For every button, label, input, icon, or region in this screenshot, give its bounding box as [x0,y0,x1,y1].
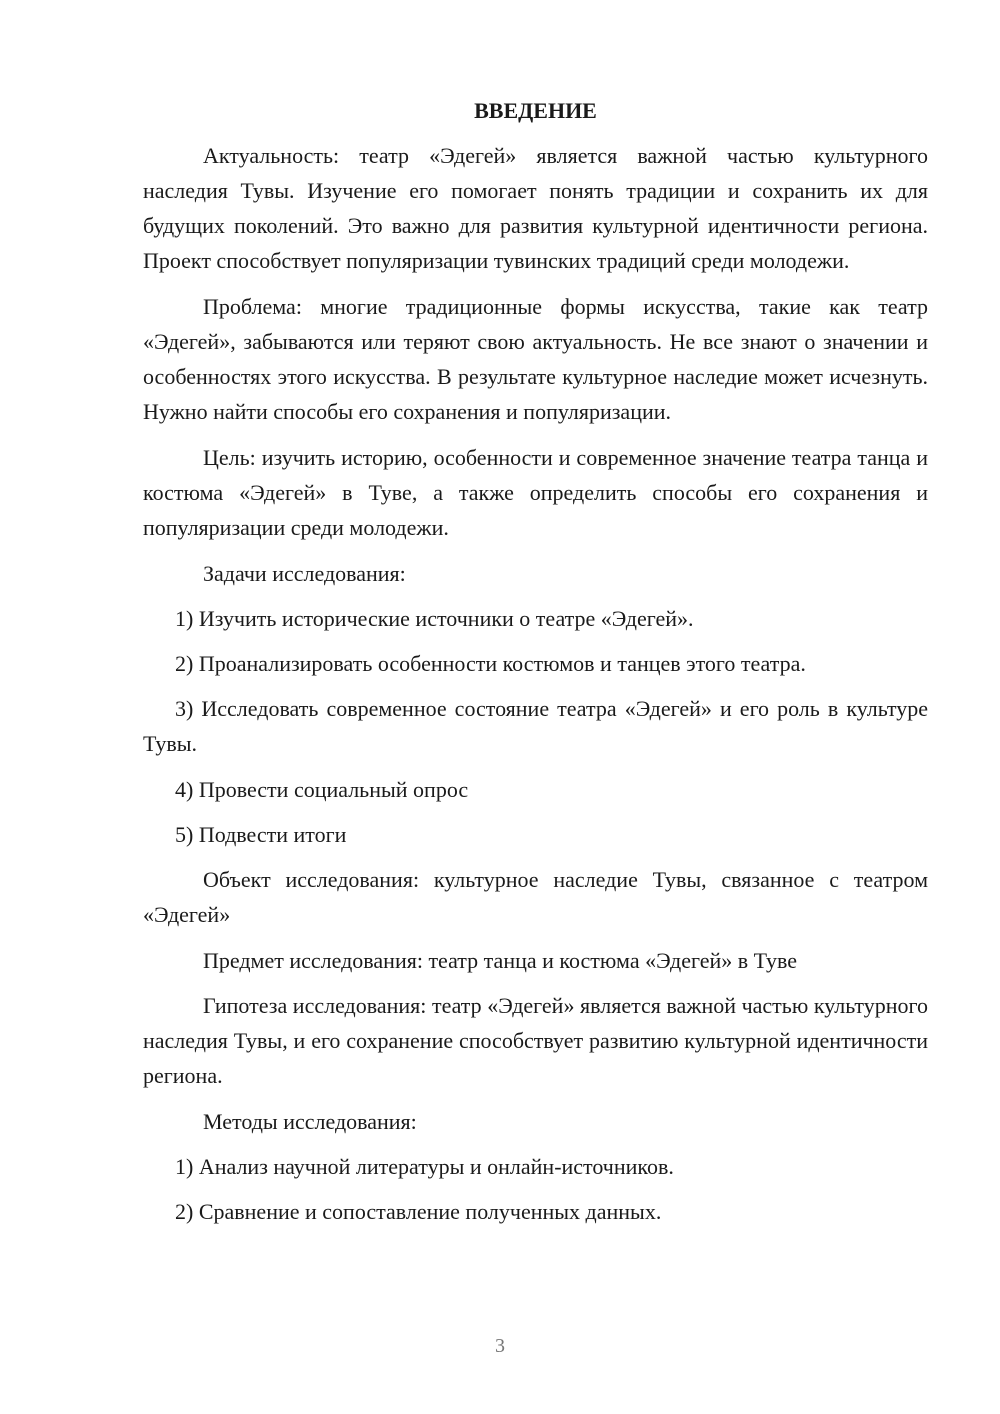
method-item-1: 1) Анализ научной литературы и онлайн-источников. [175,1154,674,1179]
section-title: ВВЕДЕНИЕ [474,98,597,123]
task-item-3: 3) Исследовать современное состояние театра «Эдегей» и его роль в культуре Тувы. [143,696,928,756]
task-item-5: 5) Подвести итоги [175,822,347,847]
task-item-1: 1) Изучить исторические источники о театре «Эдегей». [175,606,694,631]
paragraph-problem: Проблема: многие традиционные формы искусства, такие как театр «Эдегей», забываются или теряют свою актуальность. Не все знают о значении и особенностях этого искусства. В результате культурное наследие может исчезнуть. Нужно найти способы его сохранения и популяризации. [143,294,928,424]
paragraph-object: Объект исследования: культурное наследие Тувы, связанное с театром «Эдегей» [143,867,928,927]
paragraph-methods-heading: Методы исследования: [203,1109,417,1134]
paragraph-goal: Цель: изучить историю, особенности и современное значение театра танца и костюма «Эдегей» в Туве, а также определить способы его сохранения и популяризации среди молодежи. [143,445,928,540]
paragraph-relevance: Актуальность: театр «Эдегей» является важной частью культурного наследия Тувы. Изучение его помогает понять традиции и сохранить их для будущих поколений. Это важно для развития культурной идентичности региона. Проект способствует популяризации тувинских традиций среди молодежи. [143,143,928,273]
task-item-4: 4) Провести социальный опрос [175,777,469,802]
page-content [143,96,928,1239]
page-number: 3 [495,1335,505,1357]
method-item-2: 2) Сравнение и сопоставление полученных данных. [175,1199,662,1224]
paragraph-subject: Предмет исследования: театр танца и костюма «Эдегей» в Туве [203,948,798,973]
task-item-2: 2) Проанализировать особенности костюмов и танцев этого театра. [175,651,806,676]
paragraph-hypothesis: Гипотеза исследования: театр «Эдегей» является важной частью культурного наследия Тувы, и его сохранение способствует развитию культурной идентичности региона. [143,993,928,1088]
paragraph-tasks-heading: Задачи исследования: [203,561,406,586]
